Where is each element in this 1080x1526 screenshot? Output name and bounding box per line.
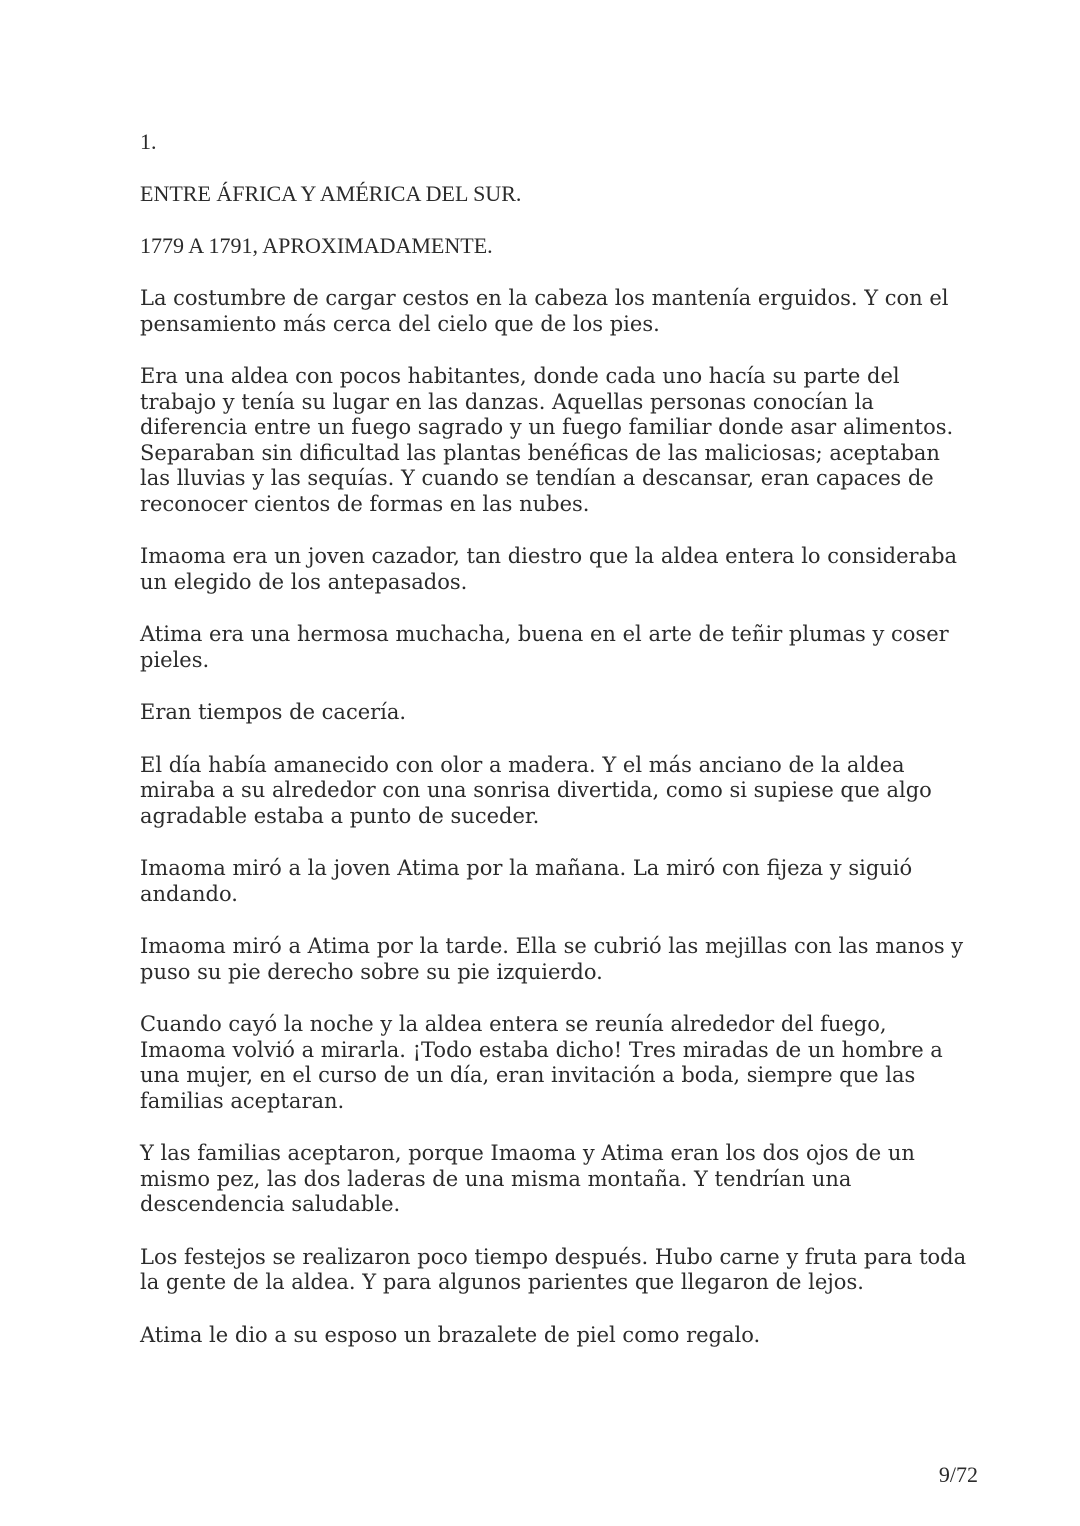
paragraph: Eran tiempos de cacería. <box>140 700 407 724</box>
chapter-body <box>140 286 970 1375</box>
chapter-period: 1779 A 1791, APROXIMADAMENTE. <box>140 233 493 258</box>
paragraph: Atima era una hermosa muchacha, buena en el arte de teñir plumas y coser pieles. <box>140 622 949 672</box>
paragraph: Cuando cayó la noche y la aldea entera se reunía alrededor del fuego, Imaoma volvió a mirarla. ¡Todo estaba dicho! Tres miradas de un hombre a una mujer, en el curso de un día, eran invitación a boda, siempre que las familias aceptaran. <box>140 1012 943 1113</box>
paragraph: Los festejos se realizaron poco tiempo después. Hubo carne y fruta para toda la gente de la aldea. Y para algunos parientes que llegaron de lejos. <box>140 1244 967 1294</box>
chapter-number: 1. <box>140 129 157 154</box>
paragraph: La costumbre de cargar cestos en la cabeza los mantenía erguidos. Y con el pensamiento más cerca del cielo que de los pies. <box>140 286 949 336</box>
paragraph: Y las familias aceptaron, porque Imaoma y Atima eran los dos ojos de un mismo pez, las dos laderas de una misma montaña. Y tendrían una descendencia saludable. <box>140 1141 915 1216</box>
paragraph: Imaoma miró a la joven Atima por la mañana. La miró con fijeza y siguió andando. <box>140 856 913 906</box>
paragraph: Imaoma miró a Atima por la tarde. Ella se cubrió las mejillas con las manos y puso su pie derecho sobre su pie izquierdo. <box>140 934 964 984</box>
paragraph: Era una aldea con pocos habitantes, donde cada uno hacía su parte del trabajo y tenía su lugar en las danzas. Aquellas personas conocían la diferencia entre un fuego sagrado y un fuego familiar donde asar alimentos. Separaban sin dificultad las plantas benéficas de las maliciosas; aceptaban las lluvias y las sequías. Y cuando se tendían a descansar, eran capaces de reconocer cientos de formas en las nubes. <box>140 364 954 516</box>
chapter-location: ENTRE ÁFRICA Y AMÉRICA DEL SUR. <box>140 181 522 206</box>
paragraph: El día había amanecido con olor a madera. Y el más anciano de la aldea miraba a su alrededor con una sonrisa divertida, como si supiese que algo agradable estaba a punto de suceder. <box>140 752 932 828</box>
page-number: 9/72 <box>938 1462 978 1487</box>
paragraph: Atima le dio a su esposo un brazalete de piel como regalo. <box>140 1322 761 1347</box>
paragraph: Imaoma era un joven cazador, tan diestro que la aldea entera lo consideraba un elegido de los antepasados. <box>140 544 958 594</box>
